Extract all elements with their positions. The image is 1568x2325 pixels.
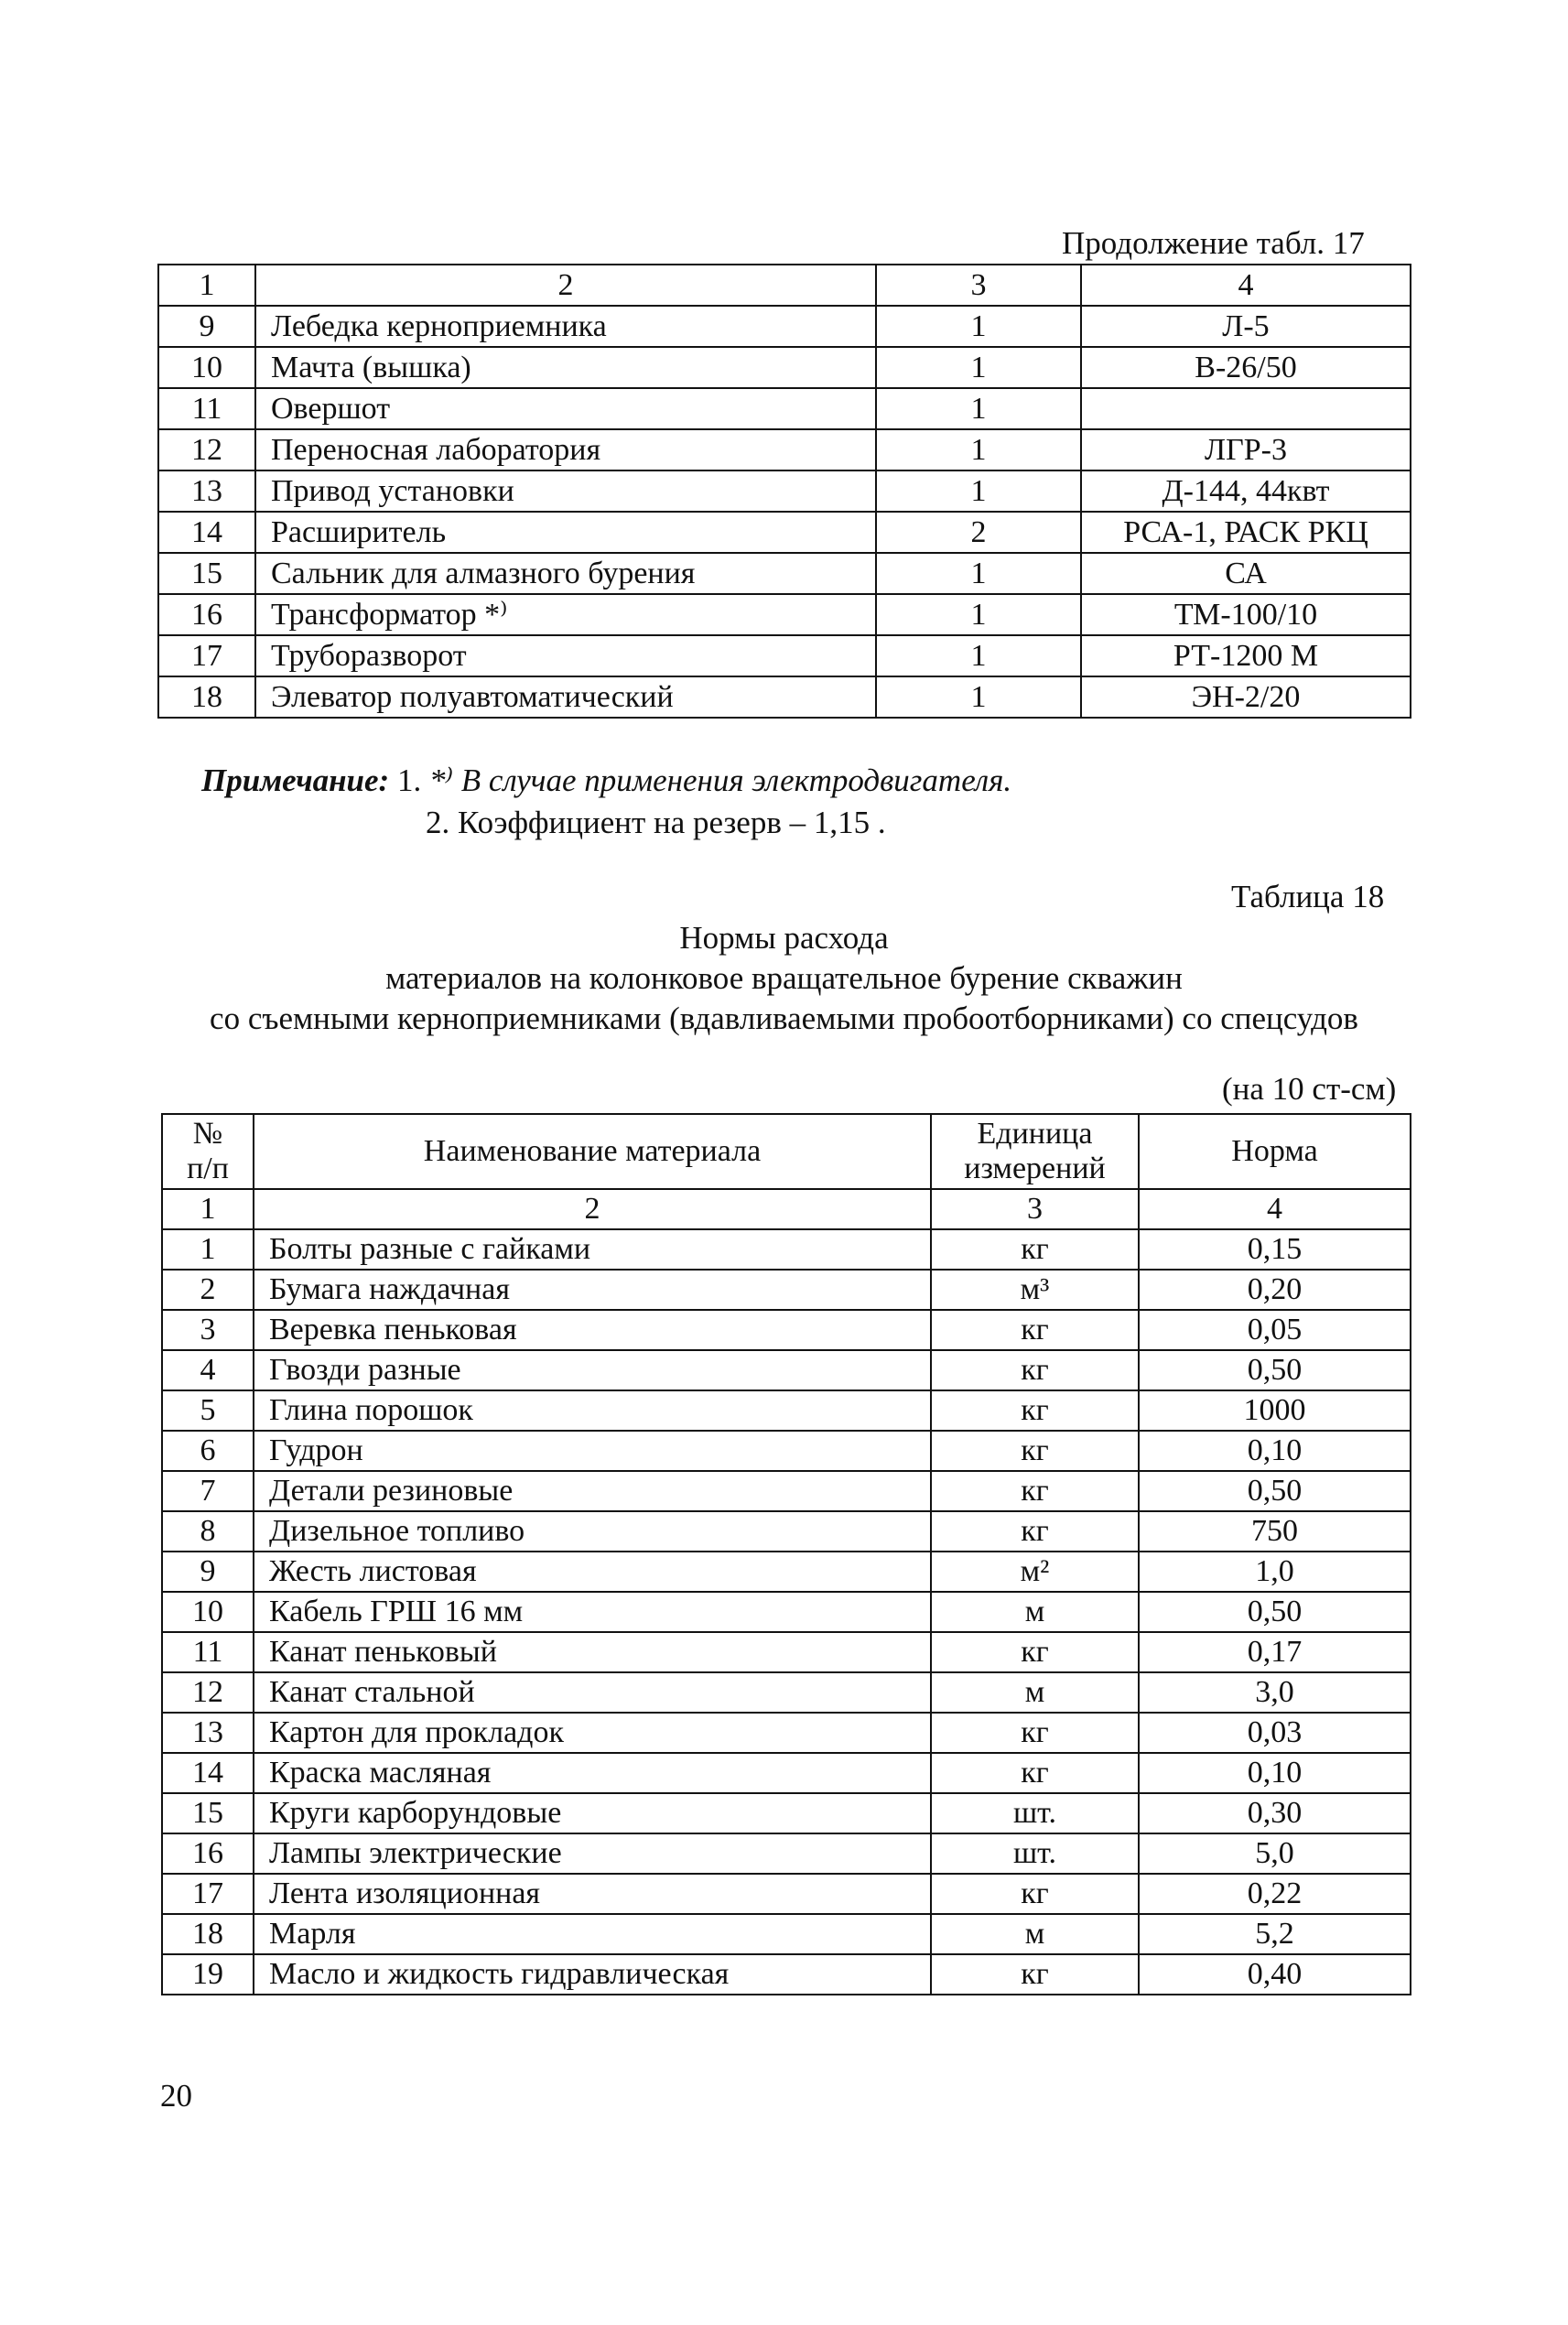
row-number-cell: 5 (162, 1390, 254, 1431)
header-unit-line-1: Единица (977, 1117, 1093, 1151)
row-number-cell: 9 (162, 1552, 254, 1592)
unit-cell: 1 (876, 676, 1081, 718)
row-number-cell: 10 (158, 347, 255, 388)
table-row (162, 1511, 1411, 1552)
unit-note: (на 10 ст-см) (1222, 1071, 1397, 1107)
table-row (162, 1914, 1411, 1954)
unit-cell: кг (931, 1390, 1139, 1431)
name-cell: Гудрон (254, 1431, 931, 1471)
table-row (162, 1350, 1411, 1390)
name-cell: Сальник для алмазного бурения (255, 553, 876, 594)
row-number-cell: 4 (162, 1350, 254, 1390)
row-number-cell: 15 (158, 553, 255, 594)
index-cell: 4 (1139, 1189, 1411, 1229)
table-row (162, 1833, 1411, 1874)
value-cell: 0,03 (1139, 1713, 1411, 1753)
unit-cell: шт. (931, 1833, 1139, 1874)
row-number-cell: 6 (162, 1431, 254, 1471)
table-row (162, 1672, 1411, 1713)
name-cell: Веревка пеньковая (254, 1310, 931, 1350)
value-cell: 0,20 (1139, 1270, 1411, 1310)
unit-cell: м (931, 1592, 1139, 1632)
unit-cell: 1 (876, 594, 1081, 635)
unit-cell: шт. (931, 1793, 1139, 1833)
header-unit (931, 1114, 1139, 1189)
unit-cell: 1 (876, 429, 1081, 470)
unit-cell: кг (931, 1511, 1139, 1552)
unit-cell: кг (931, 1229, 1139, 1270)
page-number: 20 (160, 2078, 192, 2114)
row-number-cell: 1 (162, 1229, 254, 1270)
row-number-cell: 13 (162, 1713, 254, 1753)
row-number-cell: 18 (162, 1914, 254, 1954)
name-cell: Гвозди разные (254, 1350, 931, 1390)
value-cell: Д-144, 44квт (1081, 470, 1411, 512)
header-number-line-1: № (192, 1117, 223, 1151)
header-number-line-2: п/п (187, 1152, 229, 1185)
value-cell: 0,22 (1139, 1874, 1411, 1914)
value-cell: 0,10 (1139, 1753, 1411, 1793)
name-cell: Жесть листовая (254, 1552, 931, 1592)
table-row (162, 1793, 1411, 1833)
row-number-cell: 9 (158, 306, 255, 347)
name-cell: Детали резиновые (254, 1471, 931, 1511)
row-number-cell: 19 (162, 1954, 254, 1995)
row-number-cell: 12 (162, 1672, 254, 1713)
table-17-continuation-caption: Продолжение табл. 17 (1062, 225, 1365, 261)
row-number-cell: 16 (158, 594, 255, 635)
notes-block (201, 760, 1011, 844)
index-cell: 4 (1081, 265, 1411, 306)
table-row (162, 1713, 1411, 1753)
row-number-cell: 16 (162, 1833, 254, 1874)
name-cell: Дизельное топливо (254, 1511, 931, 1552)
unit-cell: кг (931, 1471, 1139, 1511)
value-cell: 0,05 (1139, 1310, 1411, 1350)
row-number-cell: 10 (162, 1592, 254, 1632)
row-number-cell: 8 (162, 1511, 254, 1552)
table-row (158, 347, 1411, 388)
title-line-1: Нормы расхода (679, 920, 889, 956)
value-cell (1081, 388, 1411, 429)
index-cell: 1 (158, 265, 255, 306)
note-1 (201, 760, 1011, 802)
name-cell: Канат стальной (254, 1672, 931, 1713)
table-18 (161, 1113, 1411, 1995)
value-cell: 0,50 (1139, 1592, 1411, 1632)
row-number-cell: 14 (158, 512, 255, 553)
index-cell: 2 (254, 1189, 931, 1229)
unit-cell: 2 (876, 512, 1081, 553)
name-cell: Мачта (вышка) (255, 347, 876, 388)
row-number-cell: 3 (162, 1310, 254, 1350)
note-1-number: 1. (396, 762, 422, 798)
unit-cell: 1 (876, 635, 1081, 676)
table-row (158, 429, 1411, 470)
value-cell: ТМ-100/10 (1081, 594, 1411, 635)
table-18-index-row (162, 1189, 1411, 1229)
note-1-text: *⁾ В случае применения электродвигателя. (428, 762, 1012, 798)
table-row (162, 1390, 1411, 1431)
table-row (158, 553, 1411, 594)
unit-cell: м² (931, 1552, 1139, 1592)
name-cell: Краска масляная (254, 1753, 931, 1793)
table-row (162, 1954, 1411, 1995)
table-row (162, 1431, 1411, 1471)
name-cell: Марля (254, 1914, 931, 1954)
value-cell: 5,2 (1139, 1914, 1411, 1954)
value-cell: ЭН-2/20 (1081, 676, 1411, 718)
value-cell: ЛГР-3 (1081, 429, 1411, 470)
table-row (162, 1552, 1411, 1592)
value-cell: 1,0 (1139, 1552, 1411, 1592)
unit-cell: кг (931, 1431, 1139, 1471)
value-cell: РТ-1200 М (1081, 635, 1411, 676)
value-cell: В-26/50 (1081, 347, 1411, 388)
header-unit-line-2: измерений (964, 1152, 1106, 1185)
unit-cell: кг (931, 1350, 1139, 1390)
unit-cell: кг (931, 1874, 1139, 1914)
index-cell: 2 (255, 265, 876, 306)
value-cell: 0,17 (1139, 1632, 1411, 1672)
name-cell: Овершот (255, 388, 876, 429)
table-17 (157, 264, 1411, 719)
index-cell: 3 (876, 265, 1081, 306)
note-2: 2. Коэффициент на резерв – 1,15 . (426, 805, 886, 840)
index-cell: 1 (162, 1189, 254, 1229)
row-number-cell: 11 (162, 1632, 254, 1672)
unit-cell: 1 (876, 470, 1081, 512)
value-cell: РСА-1, РАСК РКЦ (1081, 512, 1411, 553)
header-number (162, 1114, 254, 1189)
value-cell: 0,30 (1139, 1793, 1411, 1833)
row-number-cell: 15 (162, 1793, 254, 1833)
row-number-cell: 14 (162, 1753, 254, 1793)
row-number-cell: 7 (162, 1471, 254, 1511)
unit-cell: кг (931, 1753, 1139, 1793)
row-number-cell: 13 (158, 470, 255, 512)
title-line-3: со съемными керноприемниками (вдавливаемыми пробоотборниками) со спецсудов (210, 1000, 1358, 1036)
name-cell: Привод установки (255, 470, 876, 512)
table-18-label: Таблица 18 (1231, 879, 1385, 914)
name-cell: Картон для прокладок (254, 1713, 931, 1753)
row-number-cell: 17 (158, 635, 255, 676)
row-number-cell: 17 (162, 1874, 254, 1914)
unit-cell: м (931, 1914, 1139, 1954)
table-row (162, 1310, 1411, 1350)
unit-cell: кг (931, 1632, 1139, 1672)
unit-cell: 1 (876, 553, 1081, 594)
table-row (162, 1270, 1411, 1310)
table-row (158, 470, 1411, 512)
value-cell: Л-5 (1081, 306, 1411, 347)
table-row (158, 635, 1411, 676)
name-cell: Лампы электрические (254, 1833, 931, 1874)
value-cell: 5,0 (1139, 1833, 1411, 1874)
table-row (162, 1471, 1411, 1511)
value-cell: 0,50 (1139, 1471, 1411, 1511)
unit-cell: 1 (876, 306, 1081, 347)
value-cell: 0,15 (1139, 1229, 1411, 1270)
table-row (158, 594, 1411, 635)
name-cell: Трансформатор *⁾ (255, 594, 876, 635)
row-number-cell: 18 (158, 676, 255, 718)
table-18-header-row (162, 1114, 1411, 1189)
name-cell: Болты разные с гайками (254, 1229, 931, 1270)
name-cell: Канат пеньковый (254, 1632, 931, 1672)
value-cell: 0,40 (1139, 1954, 1411, 1995)
value-cell: 0,10 (1139, 1431, 1411, 1471)
value-cell: 3,0 (1139, 1672, 1411, 1713)
table-row (158, 388, 1411, 429)
name-cell: Расширитель (255, 512, 876, 553)
name-cell: Элеватор полуавтоматический (255, 676, 876, 718)
name-cell: Лента изоляционная (254, 1874, 931, 1914)
name-cell: Кабель ГРШ 16 мм (254, 1592, 931, 1632)
table-row (162, 1632, 1411, 1672)
title-line-2: материалов на колонковое вращательное бурение скважин (385, 960, 1183, 996)
name-cell: Глина порошок (254, 1390, 931, 1431)
name-cell: Круги карборундовые (254, 1793, 931, 1833)
header-norm: Норма (1139, 1114, 1411, 1189)
value-cell: 1000 (1139, 1390, 1411, 1431)
table-row (162, 1874, 1411, 1914)
table-row (158, 676, 1411, 718)
index-cell: 3 (931, 1189, 1139, 1229)
unit-cell: кг (931, 1954, 1139, 1995)
value-cell: СА (1081, 553, 1411, 594)
name-cell: Труборазворот (255, 635, 876, 676)
name-cell: Масло и жидкость гидравлическая (254, 1954, 931, 1995)
table-row (162, 1592, 1411, 1632)
unit-cell: м³ (931, 1270, 1139, 1310)
unit-cell: 1 (876, 347, 1081, 388)
value-cell: 750 (1139, 1511, 1411, 1552)
value-cell: 0,50 (1139, 1350, 1411, 1390)
header-material-name: Наименование материала (254, 1114, 931, 1189)
table-row (158, 306, 1411, 347)
unit-cell: кг (931, 1310, 1139, 1350)
table-row (158, 512, 1411, 553)
unit-cell: м (931, 1672, 1139, 1713)
name-cell: Бумага наждачная (254, 1270, 931, 1310)
row-number-cell: 12 (158, 429, 255, 470)
row-number-cell: 2 (162, 1270, 254, 1310)
row-number-cell: 11 (158, 388, 255, 429)
table-17-body (158, 265, 1411, 718)
unit-cell: кг (931, 1713, 1139, 1753)
notes-label: Примечание: (201, 762, 390, 798)
table-row (162, 1229, 1411, 1270)
unit-cell: 1 (876, 388, 1081, 429)
table-18-body (162, 1189, 1411, 1995)
name-cell: Переносная лаборатория (255, 429, 876, 470)
table-18-title (0, 918, 1568, 1039)
table-17-index-row (158, 265, 1411, 306)
table-row (162, 1753, 1411, 1793)
name-cell: Лебедка керноприемника (255, 306, 876, 347)
